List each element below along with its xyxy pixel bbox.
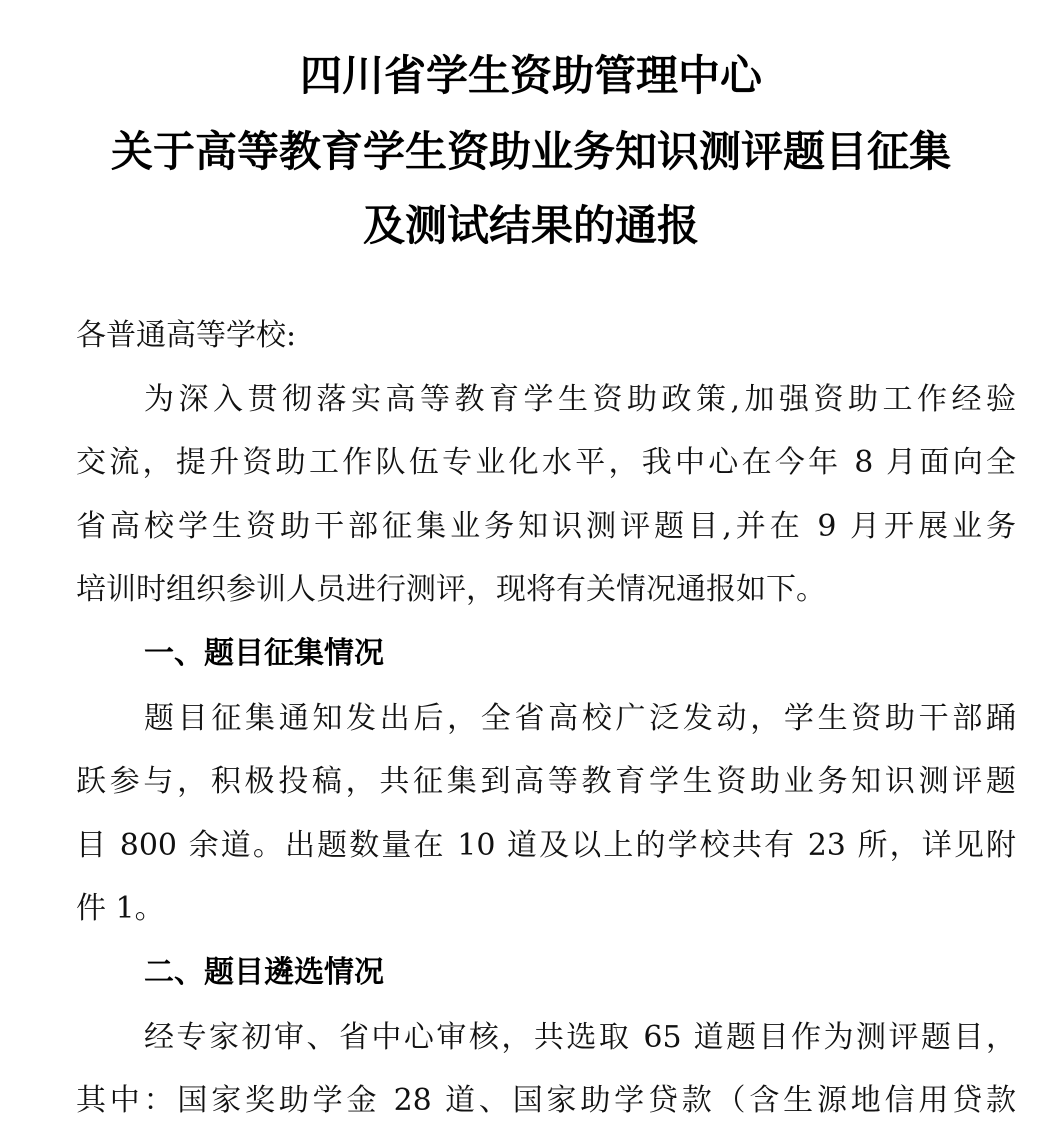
intro-line-2: 交流，提升资助工作队伍专业化水平，我中心在今年 8 月面向全 [76,445,1016,480]
section-2-line-2: 其中：国家奖助学金 28 道、国家助学贷款（含生源地信用贷款 [76,1083,1016,1118]
intro-line-1: 为深入贯彻落实高等教育学生资助政策,加强资助工作经验 [144,382,1016,417]
intro-line-4: 培训时组织参训人员进行测评，现将有关情况通报如下。 [76,572,826,607]
section-2-line-1: 经专家初审、省中心审核，共选取 65 道题目作为测评题目， [144,1020,1016,1055]
document-title-line-2: 关于高等教育学生资助业务知识测评题目征集 [110,127,951,176]
section-1-line-2: 跃参与，积极投稿，共征集到高等教育学生资助业务知识测评题 [76,764,1016,799]
section-1-line-3: 目 800 余道。出题数量在 10 道及以上的学校共有 23 所，详见附 [76,828,1016,863]
section-1-heading: 一、题目征集情况 [144,636,384,671]
section-1-line-4: 件 1。 [76,891,165,926]
salutation: 各普通高等学校: [76,318,297,353]
section-1-line-1: 题目征集通知发出后，全省高校广泛发动，学生资助干部踊 [144,701,1016,736]
intro-line-3: 省高校学生资助干部征集业务知识测评题目,并在 9 月开展业务 [76,509,1016,544]
document-title-line-3: 及测试结果的通报 [362,201,699,250]
document-title-line-1: 四川省学生资助管理中心 [299,51,762,100]
section-2-heading: 二、题目遴选情况 [144,955,384,990]
